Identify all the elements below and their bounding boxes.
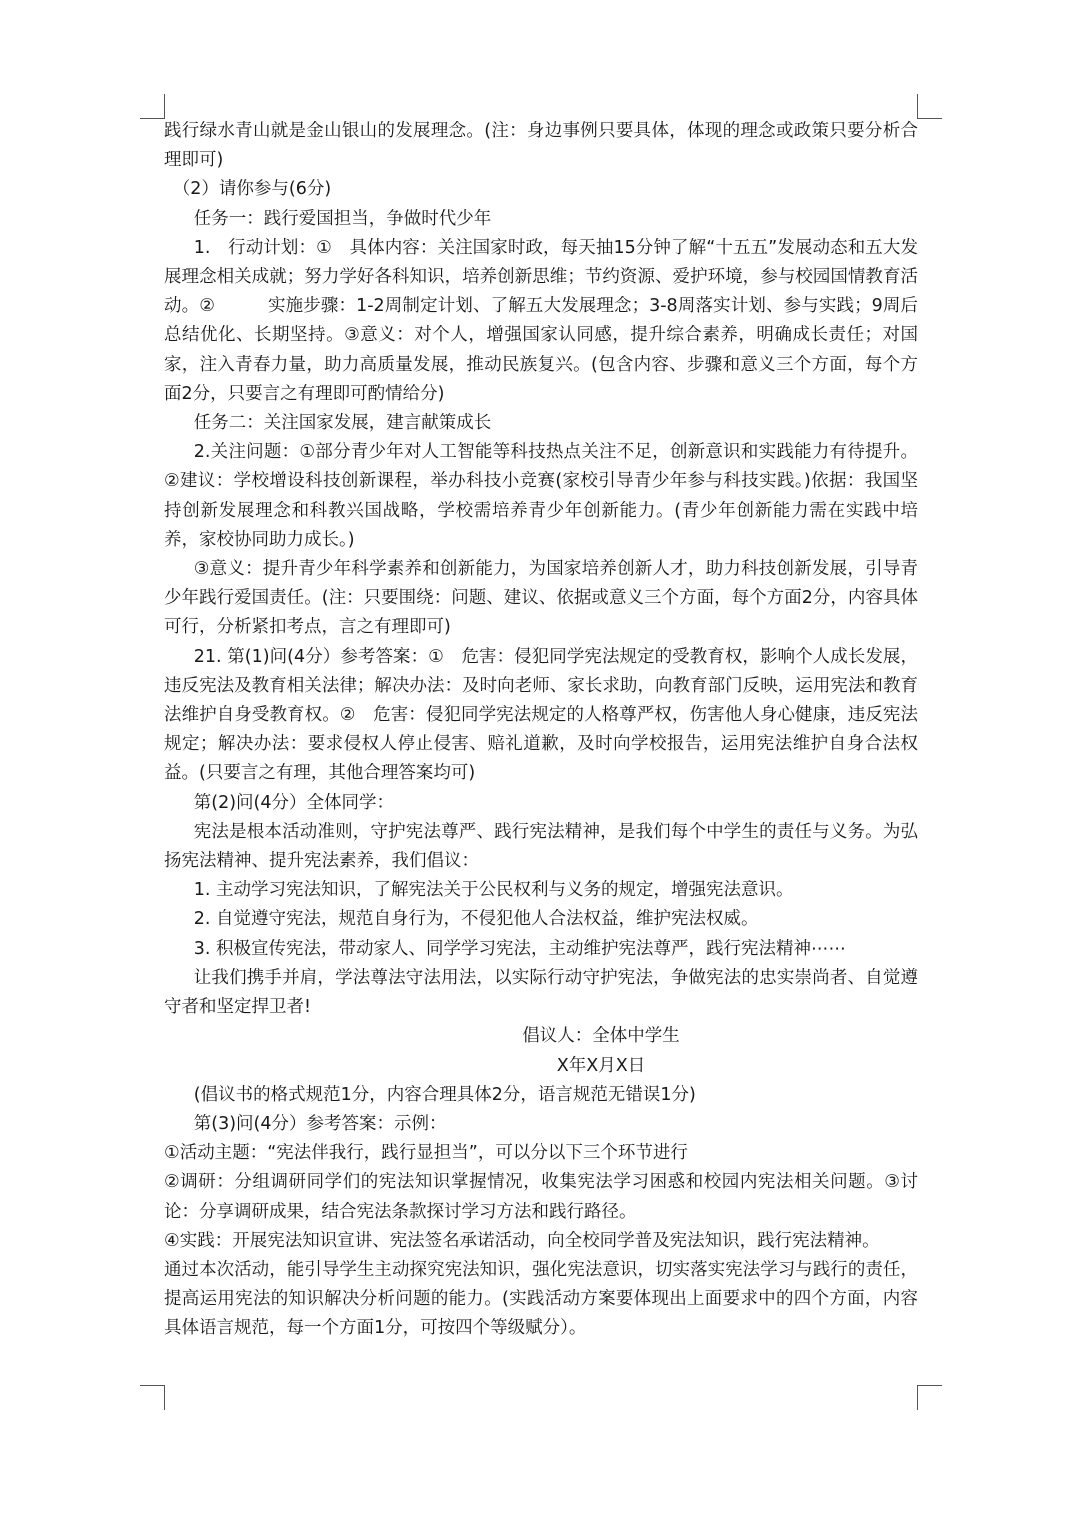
crop-mark-bottom-right [917,1385,942,1410]
paragraph: 第(3)问(4分）参考答案：示例： [193,1113,447,1134]
paragraph: 践行绿水青山就是金山银山的发展理念。(注：身边事例只要具体，体现的理念或政策只要分析合理即可) [164,121,918,171]
paragraph: 21. 第(1)问(4分）参考答案：① 危害：侵犯同学宪法规定的受教育权，影响个人成长发展，违反宪法及教育相关法律；解决办法：及时向老师、家长求助，向教育部门反映，运用宪法和教育法维护自身受教育权。② 危害：侵犯同学宪法规定的人格尊严权，伤害他人身心健康，违反宪法规定；解决办法：要求侵权人停止侵害、赔礼道歉，及时向学校报告，运用宪法维护自身合法权益。(只要言之有理，其他合理答案均可) [164,646,918,784]
paragraph: 2. 自觉遵守宪法，规范自身行为，不侵犯他人合法权益，维护宪法权威。 [193,909,759,930]
paragraph: 3. 积极宣传宪法，带动家人、同学学习宪法，主动维护宪法尊严，践行宪法精神⋯⋯ [193,938,847,959]
paragraph: 让我们携手并肩，学法尊法守法用法，以实际行动守护宪法，争做宪法的忠实崇尚者、自觉遵守者和坚定捍卫者! [164,967,918,1018]
paragraph: 宪法是根本活动准则，守护宪法尊严、践行宪法精神，是我们每个中学生的责任与义务。为弘扬宪法精神、提升宪法素养，我们倡议： [164,821,918,872]
paragraph: 任务二：关注国家发展，建言献策成长 [193,413,492,434]
paragraph: 1. 主动学习宪法知识，了解宪法关于公民权利与义务的规定，增强宪法意识。 [193,880,794,901]
paragraph: （2）请你参与(6分) [172,179,332,200]
signature-line: 倡议人：全体中学生 [522,1026,680,1047]
crop-mark-top-right [917,94,942,119]
paragraph: 1. 行动计划：① 具体内容：关注国家时政，每天抽15分钟了解“十五五”发展动态和五大发展理念相关成就；努力学好各科知识，培养创新思维；节约资源、爱护环境，参与校园国情教育活动。② 实施步骤：1-2周制定计划、了解五大发展理念；3-8周落实计划、参与实践；9周后总结优化、长期坚持。③意义：对个人，增强国家认同感，提升综合素养，明确成长责任；对国家，注入青春力量，助力高质量发展，推动民族复兴。(包含内容、步骤和意义三个方面，每个方面2分，只要言之有理即可酌情给分) [164,237,918,404]
crop-mark-top-left [140,94,165,119]
paragraph: 任务一：践行爱国担当，争做时代少年 [193,208,492,229]
paragraph: ②调研：分组调研同学们的宪法知识掌握情况，收集宪法学习困惑和校园内宪法相关问题。③讨论：分享调研成果，结合宪法条款探讨学习方法和践行路径。 [164,1172,918,1222]
crop-mark-bottom-left [140,1385,165,1410]
paragraph: 通过本次活动，能引导学生主动探究宪法知识，强化宪法意识，切实落实宪法学习与践行的责任，提高运用宪法的知识解决分析问题的能力。(实践活动方案要体现出上面要求中的四个方面，内容具体语言规范，每一个方面1分，可按四个等级赋分）。 [164,1259,918,1339]
paragraph: ③意义：提升青少年科学素养和创新能力，为国家培养创新人才，助力科技创新发展，引导青少年践行爱国责任。(注：只要围绕：问题、建议、依据或意义三个方面，每个方面2分，内容具体可行，分析紧扣考点，言之有理即可) [164,559,918,638]
paragraph: ④实践：开展宪法知识宣讲、宪法签名承诺活动，向全校同学普及宪法知识，践行宪法精神。 [164,1230,880,1251]
paragraph: 第(2)问(4分）全体同学： [193,792,394,813]
paragraph: ①活动主题：“宪法伴我行，践行显担当”，可以分以下三个环节进行 [164,1143,688,1164]
date-line: X年X月X日 [556,1055,646,1076]
paragraph: (倡议书的格式规范1分，内容合理具体2分，语言规范无错误1分) [193,1084,696,1105]
document-body [164,117,918,1344]
paragraph: 2.关注问题：①部分青少年对人工智能等科技热点关注不足，创新意识和实践能力有待提升。②建议：学校增设科技创新课程，举办科技小竞赛(家校引导青少年参与科技实践。)依据：我国坚持创新发展理念和科教兴国战略，学校需培养青少年创新能力。(青少年创新能力需在实践中培养，家校协同助力成长。) [164,442,918,550]
